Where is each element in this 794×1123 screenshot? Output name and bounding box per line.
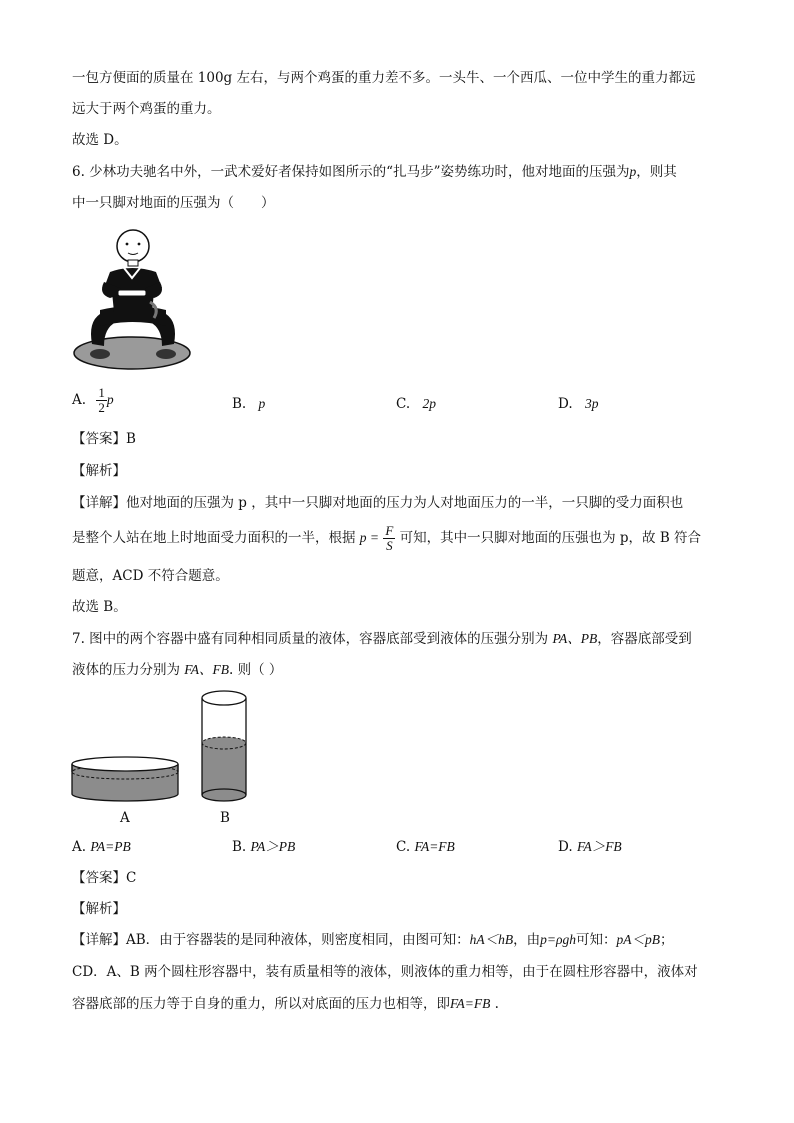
figure-head	[117, 230, 149, 262]
q7-option-d[interactable]: D. FA＞FB	[558, 839, 622, 855]
q6-option-a[interactable]: A. $\frac{1}{2}$ p	[72, 385, 114, 415]
q7-option-c[interactable]: C. FA=FB	[396, 839, 455, 855]
q7-stem-pressure-vars: PA、PB	[552, 631, 598, 646]
q6-choose: 故选 B。	[72, 599, 127, 615]
q6-detail-line-2: 是整个人站在地上时地面受力面积的一半，根据 p = $\frac{F}{S}$ 可知，其中一只脚对地面的压强也为 p，故 B 符合	[72, 523, 702, 553]
formula-lhs: p =	[359, 530, 380, 545]
q7-stem-line-2: 液体的压力分别为 FA、FB. 则（ ）	[72, 662, 283, 678]
q7-stem-force-vars: FA、FB	[184, 662, 230, 677]
q6-option-c[interactable]: C. 2p	[396, 396, 436, 412]
q7-option-a[interactable]: A. PA=PB	[72, 839, 131, 855]
q6-stem-line-2: 中一只脚对地面的压强为（ ）	[72, 195, 275, 211]
intro-line-2: 远大于两个鸡蛋的重力。	[72, 101, 221, 117]
q6-stem-var: p	[629, 164, 637, 179]
container-b-label: B	[220, 810, 230, 826]
q6-detail-line-3: 题意，ACD 不符合题意。	[72, 568, 229, 584]
formula-fraction: $\frac{F}{S}$	[385, 523, 394, 553]
q7-detail-line-3: 容器底部的压力等于自身的重力，所以对底面的压力也相等，即FA=FB .	[72, 996, 499, 1012]
q7-option-b[interactable]: B. PA＞PB	[232, 839, 296, 855]
container-a-label: A	[120, 810, 130, 826]
q7-analysis-tag: 【解析】	[72, 901, 126, 917]
q7-detail-line-1: 【详解】AB．由于容器装的是同种液体，则密度相同，由图可知：hA＜hB，由p=ρgh可知：pA＜pB；	[72, 932, 674, 948]
container-b	[202, 691, 246, 801]
intro-line-1: 一包方便面的质量在 100g 左右，与两个鸡蛋的重力差不多。一头牛、一个西瓜、一位中学生的重力都远	[72, 70, 696, 86]
q6-stem-line-1	[72, 162, 677, 182]
q6-answer: 【答案】B	[72, 431, 136, 447]
q6-option-b[interactable]: B. p	[232, 396, 266, 412]
q6-detail-line-1: 【详解】他对地面的压强为 p ，其中一只脚对地面的压力为人对地面压力的一半，一只脚的受力面积也	[72, 495, 684, 511]
kungfu-figure	[70, 222, 196, 372]
container-a	[72, 757, 178, 801]
q7-detail-line-2: CD．A、B 两个圆柱形容器中，装有质量相等的液体，则液体的重力相等，由于在圆柱形容器中，液体对	[72, 964, 698, 980]
q6-stem-text-b: ，则其	[636, 164, 677, 180]
q6-option-d[interactable]: D. 3p	[558, 396, 599, 412]
q7-stem-line-1: 7. 图中的两个容器中盛有同种相同质量的液体，容器底部受到液体的压强分别为 PA、PB，容器底部受到	[72, 631, 692, 647]
q6-option-a-fraction: $\frac{1}{2}$	[98, 385, 105, 415]
q6-stem-text-a: 6. 少林功夫驰名中外，一武术爱好者保持如图所示的“扎马步”姿势练功时，他对地面的压强为	[72, 164, 630, 180]
intro-choose: 故选 D。	[72, 132, 128, 148]
q6-analysis-tag: 【解析】	[72, 463, 126, 479]
q7-answer: 【答案】C	[72, 870, 137, 886]
